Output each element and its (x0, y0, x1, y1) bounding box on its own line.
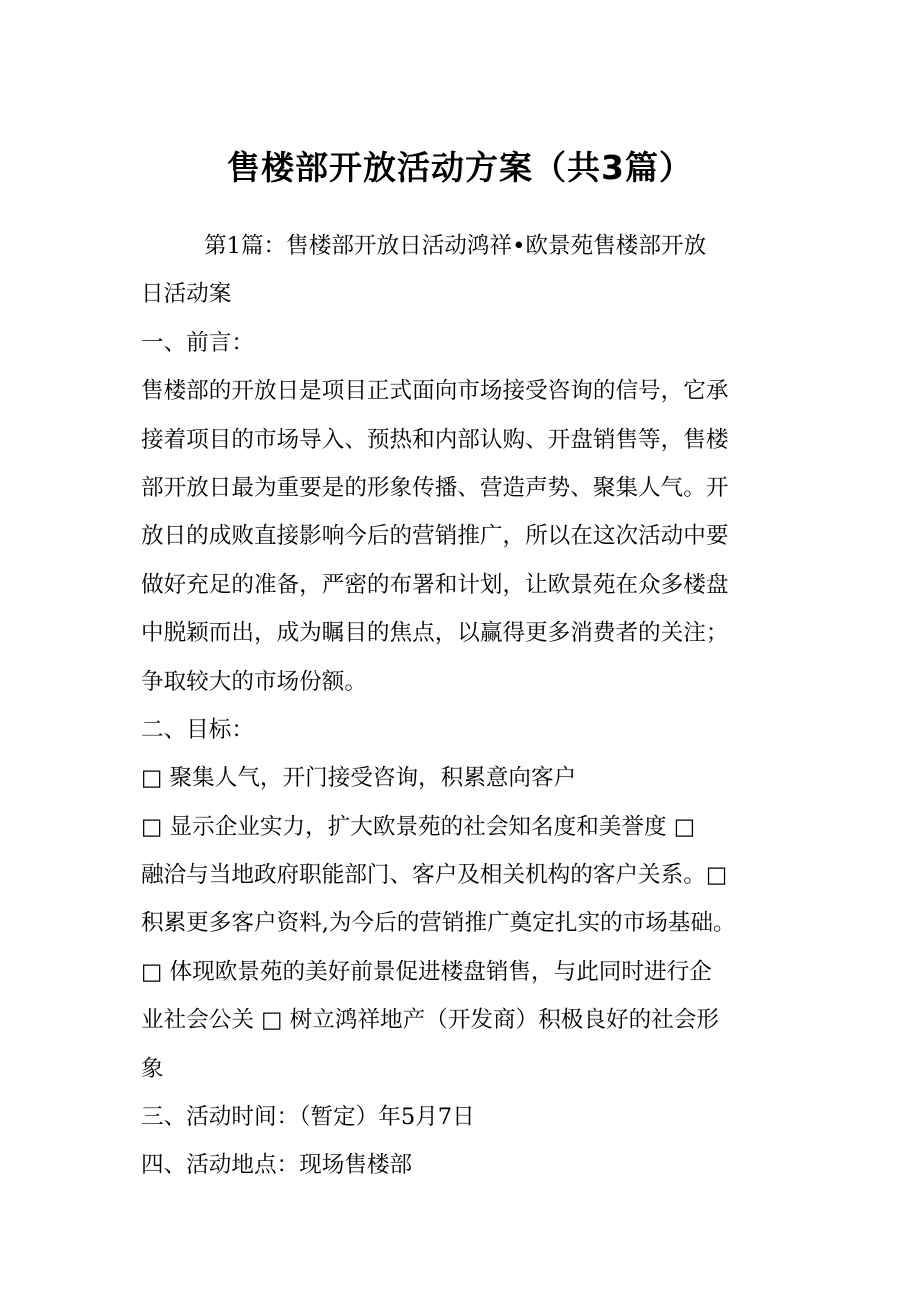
section-heading: 二、目标： (141, 716, 254, 743)
text-line: 做好充足的准备，严密的布署和计划，让欧景苑在众多楼盘 (141, 571, 729, 598)
text-line: 融洽与当地政府职能部门、客户及相关机构的客户关系。□ (141, 862, 728, 889)
text-line: 中脱颖而出，成为瞩目的焦点，以赢得更多消费者的关注； (141, 620, 729, 647)
section-heading: 一、前言： (141, 329, 254, 356)
text-line: 接着项目的市场导入、预热和内部认购、开盘销售等，售楼 (141, 426, 729, 453)
text-line: 日活动案 (141, 281, 232, 308)
document-body (141, 222, 793, 1190)
section-heading: 三、活动时间：（暂定）年5月7日 (141, 1104, 475, 1131)
text-line: 业社会公关 □ 树立鸿祥地产（开发商）积极良好的社会形 (141, 1007, 719, 1034)
text-line: 放日的成败直接影响今后的营销推广，所以在这次活动中要 (141, 523, 729, 550)
document-title: 售楼部开放活动方案（共3篇） (227, 148, 693, 187)
section-heading: 四、活动地点：现场售楼部 (141, 1152, 413, 1179)
text-line: 象 (141, 1055, 164, 1082)
text-line: 第1篇：售楼部开放日活动鸿祥•欧景苑售楼部开放 (204, 233, 707, 259)
text-line: 积累更多客户资料,为今后的营销推广奠定扎实的市场基础。 (141, 910, 736, 937)
text-line: 部开放日最为重要是的形象传播、营造声势、聚集人气。开 (141, 474, 729, 501)
text-line: □ 体现欧景苑的美好前景促进楼盘销售，与此同时进行企 (141, 958, 712, 985)
text-line: □ 聚集人气，开门接受咨询，积累意向客户 (141, 765, 577, 792)
text-line: □ 显示企业实力，扩大欧景苑的社会知名度和美誉度 □ (141, 813, 696, 840)
text-line: 争取较大的市场份额。 (141, 668, 367, 695)
text-line: 售楼部的开放日是项目正式面向市场接受咨询的信号，它承 (141, 378, 729, 405)
